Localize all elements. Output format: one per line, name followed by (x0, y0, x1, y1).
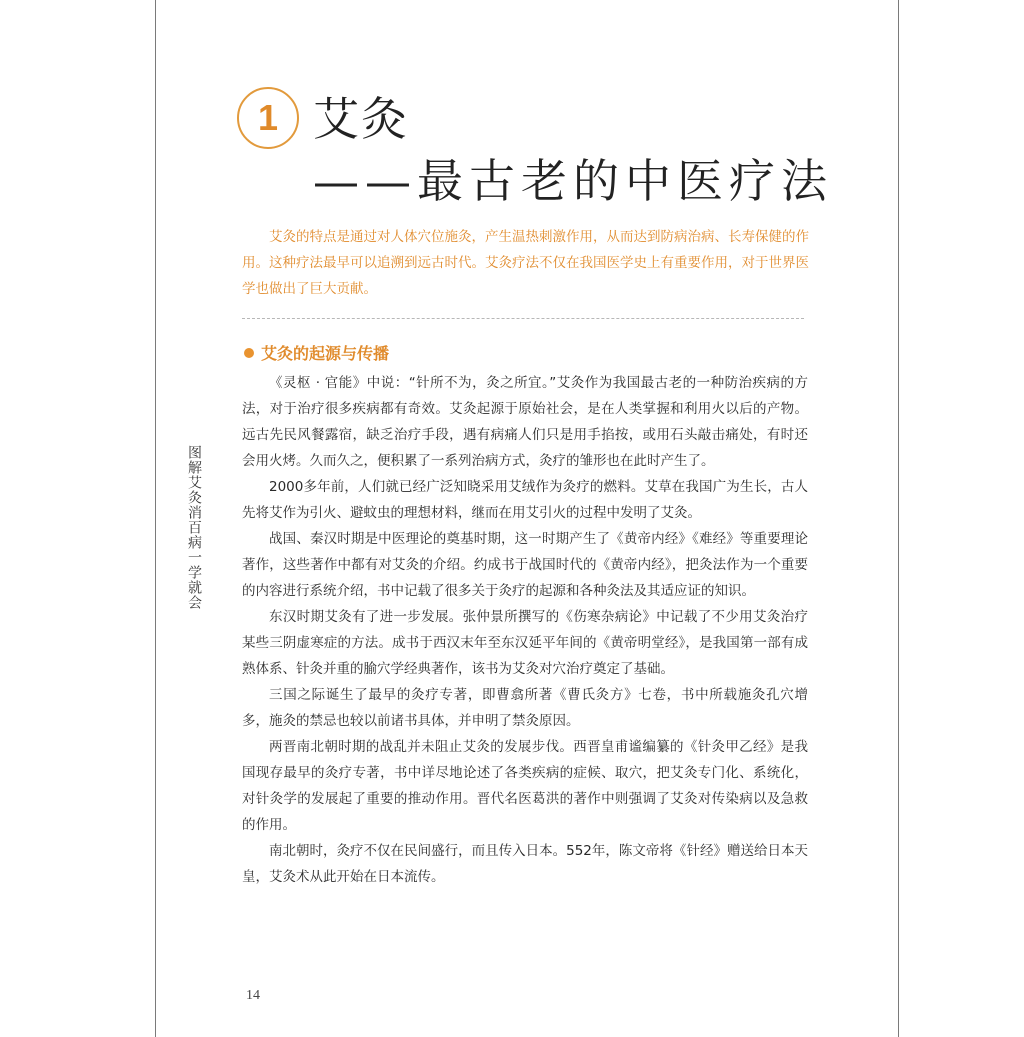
body-paragraph: 两晋南北朝时期的战乱并未阻止艾灸的发展步伐。西晋皇甫谧编纂的《针灸甲乙经》是我国现存最早的灸疗专著，书中详尽地论述了各类疾病的症候、取穴，把艾灸专门化、系统化，对针灸学的发展起了重要的推动作用。晋代名医葛洪的著作中则强调了艾灸对传染病以及急救的作用。 (242, 739, 808, 833)
section-heading (244, 341, 389, 364)
dashed-divider (242, 318, 804, 319)
body-paragraph: 2000多年前，人们就已经广泛知晓采用艾绒作为灸疗的燃料。艾草在我国广为生长，古人先将艾作为引火、避蚊虫的理想材料，继而在用艾引火的过程中发明了艾灸。 (242, 479, 808, 521)
bullet-dot-icon (244, 348, 254, 358)
chapter-title: 艾灸 (313, 92, 409, 146)
body-paragraph: 东汉时期艾灸有了进一步发展。张仲景所撰写的《伤寒杂病论》中记载了不少用艾灸治疗某些三阴虚寒症的方法。成书于西汉末年至东汉延平年间的《黄帝明堂经》，是我国第一部有成熟体系、针灸并重的腧穴学经典著作，该书为艾灸对穴治疗奠定了基础。 (242, 609, 808, 677)
body-text (242, 370, 808, 890)
book-side-title: 图解艾灸消百病一学就会 (186, 445, 202, 610)
section-heading-text: 艾灸的起源与传播 (261, 344, 390, 363)
chapter-number-badge: 1 (237, 87, 299, 149)
page-number: 14 (246, 988, 260, 1003)
body-paragraph: 战国、秦汉时期是中医理论的奠基时期，这一时期产生了《黄帝内经》《难经》等重要理论著作，这些著作中都有对艾灸的介绍。约成书于战国时代的《黄帝内经》，把灸法作为一个重要的内容进行系统介绍，书中记载了很多关于灸疗的起源和各种灸法及其适应证的知识。 (242, 531, 808, 599)
body-paragraph: 《灵枢 · 官能》中说：“针所不为，灸之所宜。”艾灸作为我国最古老的一种防治疾病的方法，对于治疗很多疾病都有奇效。艾灸起源于原始社会，是在人类掌握和利用火以后的产物。远古先民风餐露宿，缺乏治疗手段，遇有病痛人们只是用手掐按，或用石头敲击痛处，有时还会用火烤。久而久之，便积累了一系列治病方式，灸疗的雏形也在此时产生了。 (242, 375, 808, 469)
intro-paragraph: 艾灸的特点是通过对人体穴位施灸，产生温热刺激作用，从而达到防病治病、长寿保健的作用。这种疗法最早可以追溯到远古时代。艾灸疗法不仅在我国医学史上有重要作用，对于世界医学也做出了巨大贡献。 (242, 229, 809, 297)
chapter-subtitle: ——最古老的中医疗法 (313, 154, 833, 208)
body-paragraph: 南北朝时，灸疗不仅在民间盛行，而且传入日本。552年，陈文帝将《针经》赠送给日本天皇，艾灸术从此开始在日本流传。 (242, 843, 808, 885)
body-paragraph: 三国之际诞生了最早的灸疗专著，即曹翕所著《曹氏灸方》七卷，书中所载施灸孔穴增多，施灸的禁忌也较以前诸书具体，并申明了禁灸原因。 (242, 687, 808, 729)
